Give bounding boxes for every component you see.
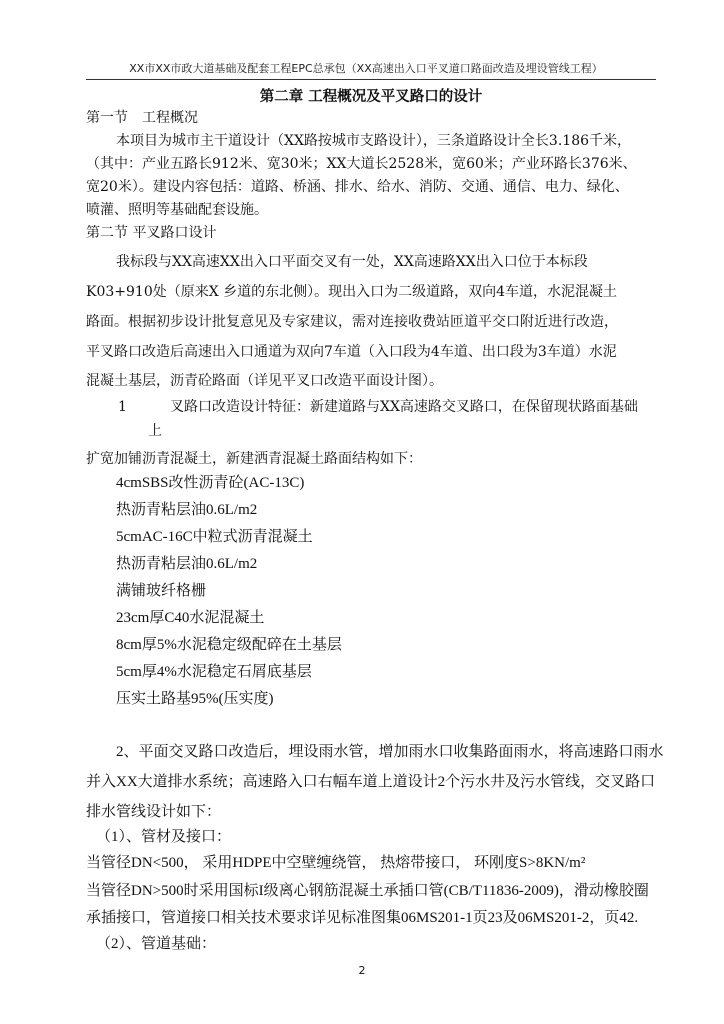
- item-1-tail: 扩宽加铺沥青混凝土，新建洒青混凝土路面结构如下：: [86, 451, 422, 467]
- section-2-heading: 第二节 平叉路口设计: [86, 225, 217, 241]
- pavement-layer: 压实土路基95%(压实度): [116, 691, 274, 707]
- section-1-para-line: （其中：产业五路长912米、宽30米；XX大道长2528米，宽60米；产业环路长376米、: [86, 156, 637, 172]
- pavement-layer: 5cm厚4%水泥稳定石屑底基层: [116, 664, 312, 680]
- pavement-layer: 23cm厚C40水泥混凝土: [116, 610, 265, 626]
- item-2-line: 排水管线设计如下：: [86, 804, 222, 820]
- section-1-para-line: 喷灌、照明等基础配套设施。: [86, 202, 268, 218]
- section-1-heading: [86, 107, 198, 129]
- item-1-text: 叉路口改造设计特征：新建道路与XX高速路交叉路口，在保留现状路面基础: [170, 399, 638, 415]
- pavement-layer: 热沥青粘层油0.6L/m2: [116, 502, 258, 518]
- section-2-para-line: K03+910处（原来X 乡道的东北侧）。现出入口为二级道路，双向4车道，水泥混凝土: [86, 284, 618, 300]
- section-2-para-line: 路面。根据初步设计批复意见及专家建议，需对连接收费站匝道平交口附近进行改造，: [86, 314, 618, 330]
- item-2-line: 并入XX大道排水系统；高速路入口右幅车道上道设计2个污水井及污水管线，交叉路口: [86, 774, 656, 790]
- section-1-number: 第一节: [86, 110, 128, 126]
- section-2-para-line: 我标段与XX高速XX出入口平面交叉有一处，XX高速路XX出入口位于本标段: [116, 254, 588, 270]
- section-2-para-line: 混凝土基层，沥青砼路面（详见平叉口改造平面设计图）。: [86, 373, 443, 389]
- header-divider: [86, 79, 656, 80]
- section-2-para-line: 平叉路口改造后高速出入口通道为双向7车道（入口段为4车道、出口段为3车道）水泥: [86, 344, 617, 360]
- item-1-continuation: 上: [148, 423, 162, 439]
- pipe-spec-line: 当管径DN<500， 采用HDPE中空壁缠绕管， 热熔带接口， 环刚度S>8KN/m²: [86, 855, 586, 871]
- section-1-para-line: 本项目为城市主干道设计（XX路按城市支路设计），三条道路设计全长3.186千米，: [116, 133, 632, 149]
- pavement-layer: 4cmSBS改性沥青砼(AC-13C): [116, 475, 305, 491]
- subsection-2: （2）、管道基础：: [96, 936, 217, 952]
- item-2-line: 2、平面交叉路口改造后，埋设雨水管，增加雨水口收集路面雨水，将高速路口雨水: [116, 744, 664, 760]
- chapter-title: 第二章 工程概况及平叉路口的设计: [259, 89, 483, 105]
- pavement-layer: 5cmAC-16C中粒式沥青混凝土: [116, 529, 313, 545]
- section-1-title: 工程概况: [142, 110, 198, 126]
- subsection-1: （1）、管材及接口：: [96, 829, 232, 845]
- running-header: XX市XX市政大道基础及配套工程EPC总承包（XX高速出入口平叉道口路面改造及埋设管线工程）: [129, 62, 603, 75]
- pipe-spec-line: 当管径DN>500时采用国标I级离心钢筋混凝土承插口管(CB/T11836-2009)，滑动橡胶圈: [86, 883, 649, 899]
- page-number: 2: [358, 964, 366, 977]
- pavement-layer: 热沥青粘层油0.6L/m2: [116, 556, 258, 572]
- item-1-number: 1: [118, 399, 127, 415]
- pavement-layer: 8cm厚5%水泥稳定级配碎在土基层: [116, 637, 342, 653]
- pipe-spec-line: 承插接口，管道接口相关技术要求详见标准图集06MS201-1页23及06MS201-2，页42.: [86, 910, 639, 926]
- pavement-layer: 满铺玻纤格栅: [116, 583, 207, 599]
- section-1-para-line: 宽20米）。建设内容包括：道路、桥涵、排水、给水、消防、交通、通信、电力、绿化、: [86, 179, 629, 195]
